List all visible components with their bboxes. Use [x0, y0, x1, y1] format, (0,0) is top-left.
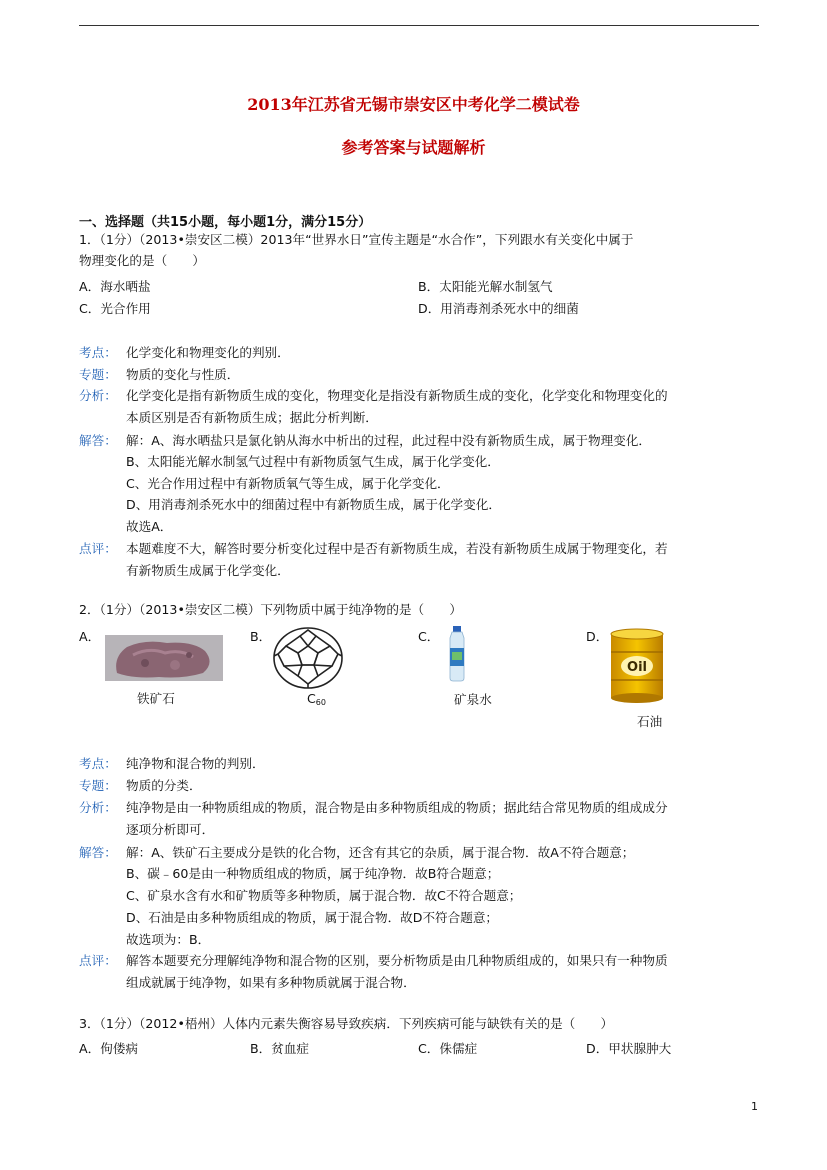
- q2-caption-iron-ore: 铁矿石: [137, 691, 175, 706]
- q3-option-c: C．侏儒症: [418, 1041, 478, 1056]
- q2-caption-mineral-water: 矿泉水: [454, 692, 492, 707]
- q1-label-fenxi: 分析：: [79, 388, 117, 403]
- q1-label-jieda: 解答：: [79, 433, 117, 448]
- q2-option-c-letter: C．: [418, 629, 440, 644]
- q2-fenxi-line1: 纯净物是由一种物质组成的物质，混合物是由多种物质组成的物质；据此结合常见物质的组成成分: [126, 800, 668, 815]
- q2-caption-petroleum: 石油: [637, 714, 663, 729]
- q2-option-a-letter: A．: [79, 629, 101, 644]
- q2-caption-c60: [307, 691, 326, 707]
- q1-option-d: D．用消毒剂杀死水中的细菌: [418, 301, 579, 316]
- q1-jieda-line3: C、光合作用过程中有新物质氧气等生成，属于化学变化．: [126, 476, 450, 491]
- q2-label-zhuanti: 专题：: [79, 778, 117, 793]
- q2-dianping-line2: 组成就属于纯净物，如果有多种物质就属于混合物．: [126, 975, 416, 990]
- q2-label-fenxi: 分析：: [79, 800, 117, 815]
- q1-kaodian: 化学变化和物理变化的判别．: [126, 345, 290, 360]
- q2-dianping-line1: 解答本题要充分理解纯净物和混合物的区别，要分析物质是由几种物质组成的，如果只有一种物质: [126, 953, 668, 968]
- q2-fenxi-line2: 逐项分析即可．: [126, 822, 215, 837]
- iron-ore-image: [105, 635, 223, 681]
- q1-option-a: A．海水晒盐: [79, 279, 151, 294]
- q2-label-jieda: 解答：: [79, 845, 117, 860]
- q1-jieda-line5: 故选A．: [126, 519, 173, 534]
- section-heading: 一、选择题（共15小题，每小题1分，满分15分）: [79, 215, 372, 230]
- q3-option-a: A．佝偻病: [79, 1041, 138, 1056]
- q1-label-dianping: 点评：: [79, 541, 117, 556]
- q1-option-c: C．光合作用: [79, 301, 151, 316]
- q1-fenxi-line2: 本质区别是否有新物质生成；据此分析判断．: [126, 410, 378, 425]
- q1-option-b: B．太阳能光解水制氢气: [418, 279, 553, 294]
- q1-label-kaodian: 考点：: [79, 345, 117, 360]
- q2-label-dianping: 点评：: [79, 953, 117, 968]
- q1-jieda-line1: 解：A、海水晒盐只是氯化钠从海水中析出的过程，此过程中没有新物质生成，属于物理变化．: [126, 433, 651, 448]
- q1-dianping-line2: 有新物质生成属于化学变化．: [126, 563, 290, 578]
- q1-jieda-line4: D、用消毒剂杀死水中的细菌过程中有新物质生成，属于化学变化．: [126, 497, 501, 512]
- q2-jieda-line5: 故选项为：B．: [126, 932, 211, 947]
- q2-jieda-line3: C、矿泉水含有水和矿物质等多种物质，属于混合物．故C不符合题意；: [126, 888, 522, 903]
- oil-barrel-image: [609, 628, 665, 704]
- q1-stem-line1: 1．（1分）（2013•崇安区二模）2013年“世界水日”宣传主题是“水合作”，下列跟水有关变化中属于: [79, 232, 634, 247]
- q1-dianping-line1: 本题难度不大，解答时要分析变化过程中是否有新物质生成，若没有新物质生成属于物理变化，若: [126, 541, 668, 556]
- q2-option-d-letter: D．: [586, 629, 609, 644]
- page-title: 2013年江苏省无锡市崇安区中考化学二模试卷: [247, 95, 580, 114]
- q2-jieda-line1: 解：A、铁矿石主要成分是铁的化合物，还含有其它的杂质，属于混合物．故A不符合题意；: [126, 845, 635, 860]
- c60-molecule-image: [270, 626, 346, 690]
- q3-option-b: B．贫血症: [250, 1041, 310, 1056]
- q2-zhuanti: 物质的分类．: [126, 778, 202, 793]
- q1-label-zhuanti: 专题：: [79, 367, 117, 382]
- q2-label-kaodian: 考点：: [79, 756, 117, 771]
- q1-zhuanti: 物质的变化与性质．: [126, 367, 240, 382]
- page-number: 1: [751, 1100, 758, 1113]
- c60-subscript: 60: [315, 698, 326, 707]
- q3-option-d: D．甲状腺肿大: [586, 1041, 672, 1056]
- q2-option-b-letter: B．: [250, 629, 272, 644]
- q3-stem: 3．（1分）（2012•梧州）人体内元素失衡容易导致疾病．下列疾病可能与缺铁有关的是（ ）: [79, 1016, 614, 1031]
- q2-jieda-line4: D、石油是由多种物质组成的物质，属于混合物．故D不符合题意；: [126, 910, 499, 925]
- mineral-water-bottle-image: [444, 626, 470, 682]
- page-subtitle: 参考答案与试题解析: [341, 138, 486, 157]
- header-rule: [79, 25, 759, 26]
- q1-stem-line2: 物理变化的是（ ）: [79, 253, 205, 268]
- c60-symbol: C: [307, 691, 316, 706]
- q1-jieda-line2: B、太阳能光解水制氢气过程中有新物质氢气生成，属于化学变化．: [126, 454, 500, 469]
- q2-stem: 2．（1分）（2013•崇安区二模）下列物质中属于纯净物的是（ ）: [79, 602, 462, 617]
- oil-barrel-label: Oil: [627, 660, 647, 675]
- q1-fenxi-line1: 化学变化是指有新物质生成的变化，物理变化是指没有新物质生成的变化，化学变化和物理变化的: [126, 388, 668, 403]
- q2-jieda-line2: B、碳﹣60是由一种物质组成的物质，属于纯净物．故B符合题意；: [126, 866, 500, 881]
- q2-kaodian: 纯净物和混合物的判别．: [126, 756, 265, 771]
